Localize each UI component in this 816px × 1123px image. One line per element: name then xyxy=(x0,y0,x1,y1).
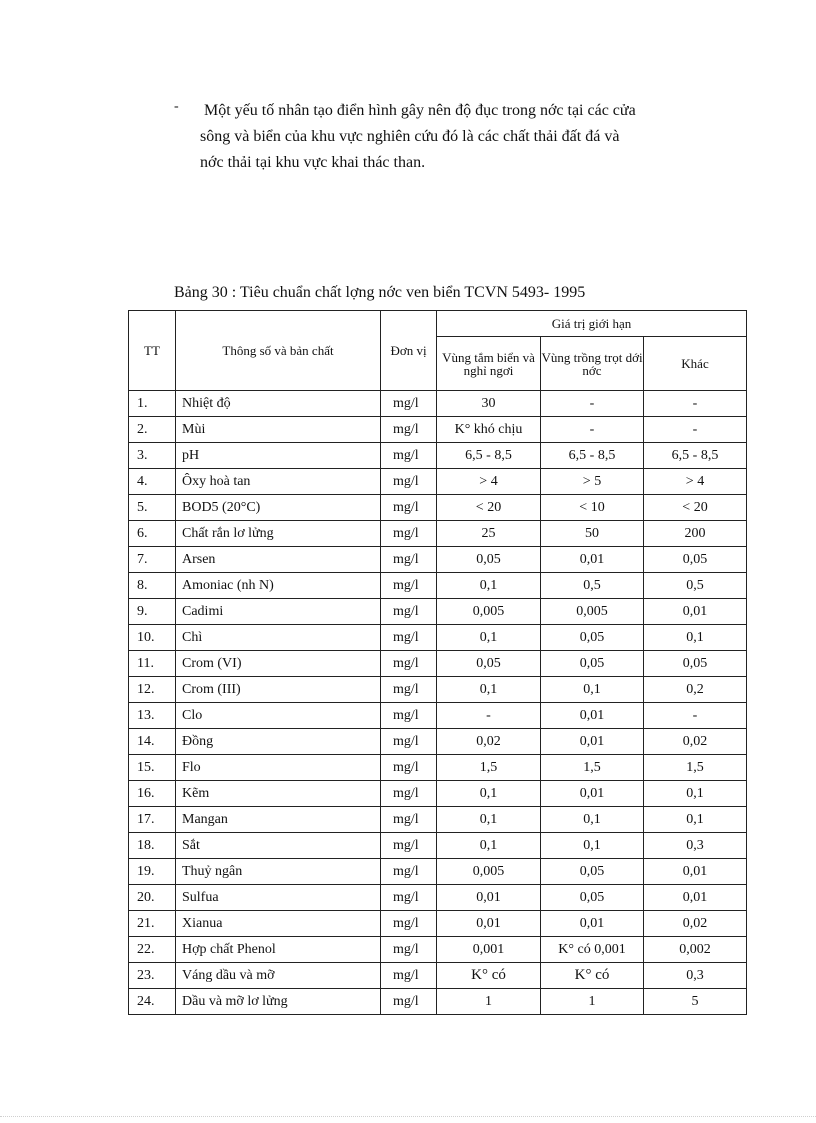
unit-cell: mg/l xyxy=(381,755,437,781)
table-row xyxy=(129,677,747,703)
aquaculture-zone-value: 0,05 xyxy=(541,651,644,677)
row-number: 20. xyxy=(129,885,176,911)
other-zone-value: 0,01 xyxy=(644,599,747,625)
row-number: 17. xyxy=(129,807,176,833)
unit-cell: mg/l xyxy=(381,885,437,911)
other-zone-value: - xyxy=(644,391,747,417)
row-number: 8. xyxy=(129,573,176,599)
table-row xyxy=(129,989,747,1015)
table-row xyxy=(129,781,747,807)
table-row xyxy=(129,885,747,911)
unit-cell: mg/l xyxy=(381,963,437,989)
other-zone-value: 0,3 xyxy=(644,833,747,859)
aquaculture-zone-value: 0,1 xyxy=(541,807,644,833)
bathing-zone-value: 0,1 xyxy=(437,833,541,859)
table-row xyxy=(129,547,747,573)
other-zone-value: 5 xyxy=(644,989,747,1015)
other-zone-value: 0,01 xyxy=(644,859,747,885)
unit-cell: mg/l xyxy=(381,599,437,625)
table-row xyxy=(129,703,747,729)
row-number: 19. xyxy=(129,859,176,885)
unit-cell: mg/l xyxy=(381,937,437,963)
parameter-name: Xianua xyxy=(176,911,381,937)
unit-cell: mg/l xyxy=(381,469,437,495)
table-row xyxy=(129,937,747,963)
bathing-zone-value: 0,02 xyxy=(437,729,541,755)
table-caption: Bảng 30 : Tiêu chuẩn chất lợng nớc ven biển TCVN 5493- 1995 xyxy=(174,284,586,301)
bathing-zone-value: 0,01 xyxy=(437,885,541,911)
table-row xyxy=(129,729,747,755)
parameter-name: pH xyxy=(176,443,381,469)
unit-cell: mg/l xyxy=(381,781,437,807)
other-zone-value: 0,01 xyxy=(644,885,747,911)
table-row xyxy=(129,859,747,885)
aquaculture-zone-value: 0,1 xyxy=(541,677,644,703)
aquaculture-zone-value: 0,01 xyxy=(541,781,644,807)
parameter-name: Váng dầu và mỡ xyxy=(176,963,381,989)
aquaculture-zone-value: 0,05 xyxy=(541,625,644,651)
unit-cell: mg/l xyxy=(381,651,437,677)
bathing-zone-value: K° khó chịu xyxy=(437,417,541,443)
aquaculture-zone-value: 6,5 - 8,5 xyxy=(541,443,644,469)
table-row xyxy=(129,521,747,547)
parameter-name: Kẽm xyxy=(176,781,381,807)
bathing-zone-value: 0,1 xyxy=(437,677,541,703)
unit-cell: mg/l xyxy=(381,703,437,729)
other-zone-value: 0,5 xyxy=(644,573,747,599)
header-parameter: Thông số và bản chất xyxy=(176,311,381,391)
parameter-name: Thuỷ ngân xyxy=(176,859,381,885)
parameter-name: Sắt xyxy=(176,833,381,859)
table-row xyxy=(129,625,747,651)
aquaculture-zone-value: 0,05 xyxy=(541,859,644,885)
table-row xyxy=(129,391,747,417)
aquaculture-zone-value: 1 xyxy=(541,989,644,1015)
aquaculture-zone-value: K° có 0,001 xyxy=(541,937,644,963)
bathing-zone-value: 0,01 xyxy=(437,911,541,937)
unit-cell: mg/l xyxy=(381,807,437,833)
table-row xyxy=(129,573,747,599)
other-zone-value: 200 xyxy=(644,521,747,547)
other-zone-value: - xyxy=(644,417,747,443)
other-zone-value: 0,1 xyxy=(644,781,747,807)
bathing-zone-value: 0,1 xyxy=(437,573,541,599)
unit-cell: mg/l xyxy=(381,391,437,417)
bathing-zone-value: 25 xyxy=(437,521,541,547)
table-row xyxy=(129,495,747,521)
bathing-zone-value: 0,05 xyxy=(437,547,541,573)
header-aquaculture-zone: Vùng trồng trọt dới nớc xyxy=(541,337,644,391)
parameter-name: Arsen xyxy=(176,547,381,573)
bathing-zone-value: 0,001 xyxy=(437,937,541,963)
parameter-name: Ôxy hoà tan xyxy=(176,469,381,495)
row-number: 7. xyxy=(129,547,176,573)
parameter-name: Chất rắn lơ lửng xyxy=(176,521,381,547)
parameter-name: Flo xyxy=(176,755,381,781)
other-zone-value: 0,05 xyxy=(644,651,747,677)
table-row xyxy=(129,833,747,859)
row-number: 12. xyxy=(129,677,176,703)
table-row xyxy=(129,417,747,443)
bathing-zone-value: > 4 xyxy=(437,469,541,495)
row-number: 15. xyxy=(129,755,176,781)
other-zone-value: > 4 xyxy=(644,469,747,495)
bathing-zone-value: 0,1 xyxy=(437,625,541,651)
bathing-zone-value: 0,1 xyxy=(437,807,541,833)
other-zone-value: 0,3 xyxy=(644,963,747,989)
row-number: 10. xyxy=(129,625,176,651)
row-number: 18. xyxy=(129,833,176,859)
paragraph-line-3: nớc thải tại khu vực khai thác than. xyxy=(200,154,426,171)
parameter-name: Đồng xyxy=(176,729,381,755)
paragraph-line-2: sông và biển của khu vực nghiên cứu đó là các chất thải đất đá và xyxy=(200,128,620,145)
unit-cell: mg/l xyxy=(381,417,437,443)
aquaculture-zone-value: 0,01 xyxy=(541,547,644,573)
header-other: Khác xyxy=(644,337,747,391)
parameter-name: Crom (III) xyxy=(176,677,381,703)
other-zone-value: 0,02 xyxy=(644,911,747,937)
row-number: 14. xyxy=(129,729,176,755)
unit-cell: mg/l xyxy=(381,911,437,937)
table-row xyxy=(129,755,747,781)
parameter-name: Amoniac (nh N) xyxy=(176,573,381,599)
other-zone-value: 0,1 xyxy=(644,807,747,833)
aquaculture-zone-value: 0,5 xyxy=(541,573,644,599)
other-zone-value: < 20 xyxy=(644,495,747,521)
aquaculture-zone-value: - xyxy=(541,391,644,417)
header-unit: Đơn vị xyxy=(381,311,437,391)
bathing-zone-value: 0,05 xyxy=(437,651,541,677)
other-zone-value: 1,5 xyxy=(644,755,747,781)
header-bathing-zone: Vùng tắm biển và nghỉ ngơi xyxy=(437,337,541,391)
aquaculture-zone-value: 0,1 xyxy=(541,833,644,859)
table-body xyxy=(129,391,747,1015)
row-number: 22. xyxy=(129,937,176,963)
unit-cell: mg/l xyxy=(381,573,437,599)
other-zone-value: 6,5 - 8,5 xyxy=(644,443,747,469)
aquaculture-zone-value: 0,01 xyxy=(541,729,644,755)
row-number: 9. xyxy=(129,599,176,625)
parameter-name: Nhiệt độ xyxy=(176,391,381,417)
row-number: 4. xyxy=(129,469,176,495)
table-row xyxy=(129,807,747,833)
aquaculture-zone-value: > 5 xyxy=(541,469,644,495)
header-tt: TT xyxy=(129,311,176,391)
aquaculture-zone-value: 0,005 xyxy=(541,599,644,625)
other-zone-value: - xyxy=(644,703,747,729)
aquaculture-zone-value: 50 xyxy=(541,521,644,547)
unit-cell: mg/l xyxy=(381,833,437,859)
unit-cell: mg/l xyxy=(381,677,437,703)
row-number: 5. xyxy=(129,495,176,521)
page-bottom-dotted-line xyxy=(0,1116,816,1118)
parameter-name: Clo xyxy=(176,703,381,729)
row-number: 24. xyxy=(129,989,176,1015)
unit-cell: mg/l xyxy=(381,521,437,547)
bathing-zone-value: < 20 xyxy=(437,495,541,521)
aquaculture-zone-value: 0,01 xyxy=(541,703,644,729)
unit-cell: mg/l xyxy=(381,729,437,755)
row-number: 13. xyxy=(129,703,176,729)
bathing-zone-value: 0,1 xyxy=(437,781,541,807)
parameter-name: Hợp chất Phenol xyxy=(176,937,381,963)
bathing-zone-value: 30 xyxy=(437,391,541,417)
row-number: 1. xyxy=(129,391,176,417)
table-row xyxy=(129,963,747,989)
unit-cell: mg/l xyxy=(381,443,437,469)
bathing-zone-value: 1 xyxy=(437,989,541,1015)
table-row xyxy=(129,469,747,495)
parameter-name: BOD5 (20°C) xyxy=(176,495,381,521)
unit-cell: mg/l xyxy=(381,859,437,885)
paragraph-line-1: Một yếu tố nhân tạo điển hình gây nên độ đục trong nớc tại các cửa xyxy=(204,102,636,119)
parameter-name: Dầu và mỡ lơ lửng xyxy=(176,989,381,1015)
row-number: 16. xyxy=(129,781,176,807)
aquaculture-zone-value: - xyxy=(541,417,644,443)
header-limit-values: Giá trị giới hạn xyxy=(437,311,747,337)
bullet-dash: - xyxy=(174,99,179,114)
parameter-name: Mùi xyxy=(176,417,381,443)
aquaculture-zone-value: K° có xyxy=(541,963,644,989)
row-number: 3. xyxy=(129,443,176,469)
parameter-name: Crom (VI) xyxy=(176,651,381,677)
parameter-name: Mangan xyxy=(176,807,381,833)
other-zone-value: 0,02 xyxy=(644,729,747,755)
table-row xyxy=(129,599,747,625)
table-row xyxy=(129,443,747,469)
aquaculture-zone-value: < 10 xyxy=(541,495,644,521)
bathing-zone-value: 0,005 xyxy=(437,859,541,885)
row-number: 6. xyxy=(129,521,176,547)
unit-cell: mg/l xyxy=(381,495,437,521)
other-zone-value: 0,2 xyxy=(644,677,747,703)
aquaculture-zone-value: 1,5 xyxy=(541,755,644,781)
bathing-zone-value: 1,5 xyxy=(437,755,541,781)
parameter-name: Sulfua xyxy=(176,885,381,911)
bathing-zone-value: 6,5 - 8,5 xyxy=(437,443,541,469)
bathing-zone-value: 0,005 xyxy=(437,599,541,625)
unit-cell: mg/l xyxy=(381,989,437,1015)
other-zone-value: 0,002 xyxy=(644,937,747,963)
row-number: 2. xyxy=(129,417,176,443)
other-zone-value: 0,1 xyxy=(644,625,747,651)
aquaculture-zone-value: 0,05 xyxy=(541,885,644,911)
unit-cell: mg/l xyxy=(381,547,437,573)
row-number: 21. xyxy=(129,911,176,937)
unit-cell: mg/l xyxy=(381,625,437,651)
parameter-name: Cadimi xyxy=(176,599,381,625)
row-number: 11. xyxy=(129,651,176,677)
parameter-name: Chì xyxy=(176,625,381,651)
table-row xyxy=(129,651,747,677)
table-row xyxy=(129,911,747,937)
water-quality-table xyxy=(128,310,747,1015)
bathing-zone-value: - xyxy=(437,703,541,729)
bathing-zone-value: K° có xyxy=(437,963,541,989)
other-zone-value: 0,05 xyxy=(644,547,747,573)
aquaculture-zone-value: 0,01 xyxy=(541,911,644,937)
paragraph-text xyxy=(200,98,760,176)
row-number: 23. xyxy=(129,963,176,989)
